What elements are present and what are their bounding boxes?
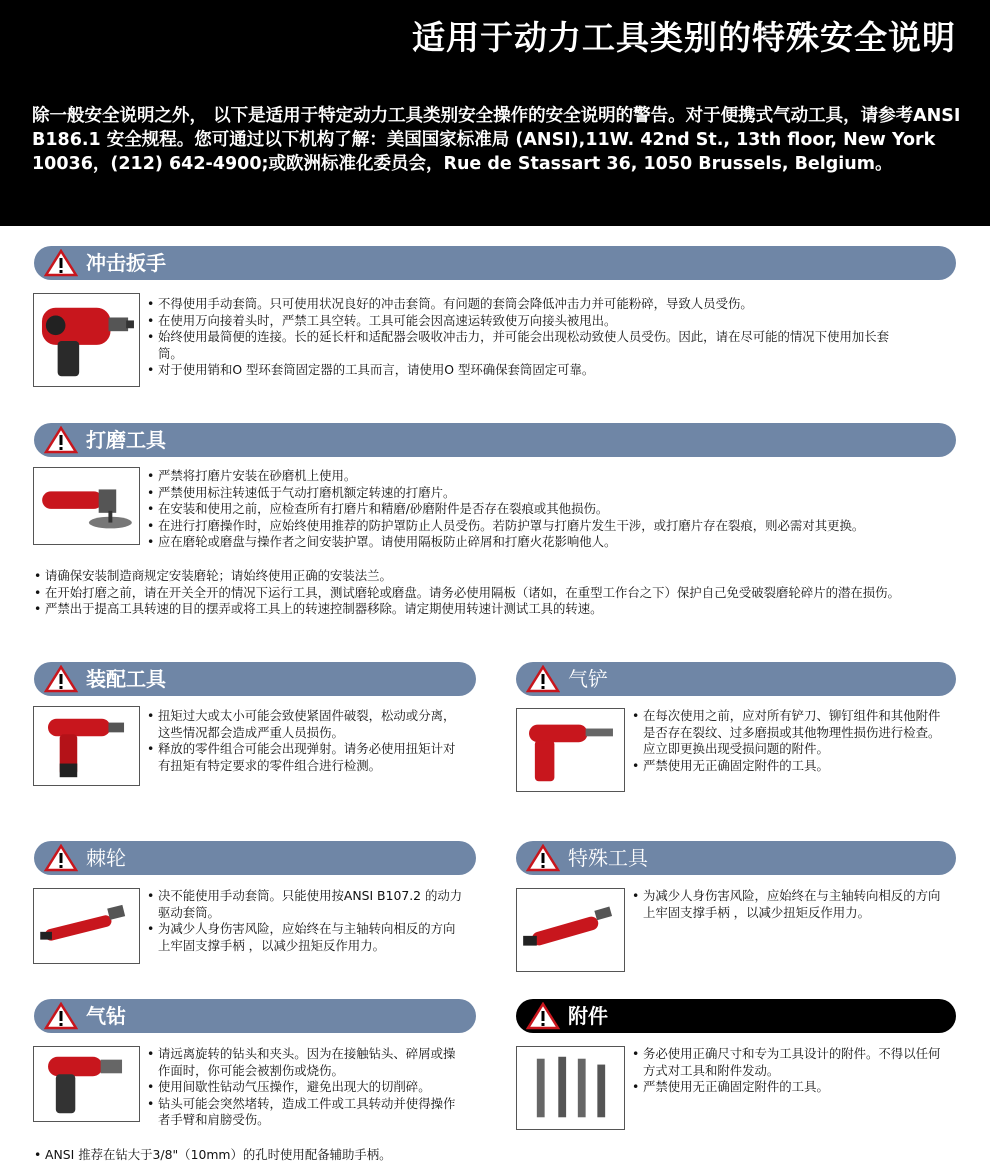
page-header [0, 0, 990, 226]
warning-triangle-icon [526, 844, 560, 872]
ratchet-list [147, 888, 467, 954]
assembly-list [147, 708, 467, 774]
list-item: • 释放的零件组合可能会出现弹射。请务必使用扭矩计对有扭矩有特定要求的零件组合进行检测。 [147, 741, 467, 774]
accessories-list [632, 1046, 952, 1096]
list-item: • 在使用万向接着头时，严禁工具空转。工具可能会因高速运转致使万向接头被甩出。 [147, 313, 907, 330]
section-heading: 冲击扳手 [86, 251, 166, 275]
list-item: • 钻头可能会突然堵转，造成工件或工具转动并使得操作者手臂和肩膀受伤。 [147, 1096, 467, 1129]
list-item: • 在每次使用之前，应对所有铲刀、铆钉组件和其他附件是否存在裂纹、过多磨损或其他物理性损伤进行检查。应立即更换出现受损问题的附件。 [632, 708, 952, 758]
drill-list [147, 1046, 467, 1129]
list-item: • 始终使用最简便的连接。长的延长杆和适配器会吸收冲击力，并可能会出现松动致使人员受伤。因此，请在尽可能的情况下使用加长套筒。 [147, 329, 907, 362]
assembly-tool-photo [33, 706, 140, 786]
list-item: • 在安装和使用之前，应检查所有打磨片和精磨/砂磨附件是否存在裂痕或其他损伤。 [147, 501, 947, 518]
section-bar-drill [34, 999, 476, 1033]
list-item: • 对于使用销和O 型环套筒固定器的工具而言，请使用O 型环确保套筒固定可靠。 [147, 362, 907, 379]
list-item: • 严禁将打磨片安装在砂磨机上使用。 [147, 468, 947, 485]
section-heading: 气钻 [86, 1004, 126, 1028]
list-item: • 严禁出于提高工具转速的目的摆弄或将工具上的转速控制器移除。请定期使用转速计测试工具的转速。 [34, 601, 934, 618]
section-bar-special [516, 841, 956, 875]
intro-text: 除一般安全说明之外， 以下是适用于特定动力工具类别安全操作的安全说明的警告。对于便携式气动工具，请参考ANSI B186.1 安全规程。您可通过以下机构了解：美国国家标准局 (ANSI),11W. 42nd St., 13th floor, New York 10036，(212) 642-4900;或欧洲标准化委员会，Rue de Stassart 36, 1050 Brussels, Belgium。 [32, 106, 961, 174]
ratchet-photo [33, 888, 140, 964]
chipper-photo [516, 708, 625, 792]
drill-photo [33, 1046, 140, 1122]
chisel-accessories-photo [516, 1046, 625, 1130]
grinding-extra-list [34, 568, 934, 618]
chipper-list [632, 708, 952, 774]
list-item: • 决不能使用手动套筒。只能使用按ANSI B107.2 的动力驱动套筒。 [147, 888, 467, 921]
section-bar-ratchet [34, 841, 476, 875]
list-item: • 不得使用手动套筒。只可使用状况良好的冲击套筒。有问题的套筒会降低冲击力并可能粉碎，导致人员受伤。 [147, 296, 907, 313]
page-title: 适用于动力工具类别的特殊安全说明 [412, 18, 956, 57]
impact-wrench-photo [33, 293, 140, 387]
warning-triangle-icon [44, 665, 78, 693]
section-bar-impact [34, 246, 956, 280]
list-item: • 严禁使用无正确固定附件的工具。 [632, 758, 952, 775]
list-item: • 严禁使用标注转速低于气动打磨机额定转速的打磨片。 [147, 485, 947, 502]
section-heading: 棘轮 [86, 846, 126, 870]
warning-triangle-icon [44, 844, 78, 872]
section-heading: 打磨工具 [86, 428, 166, 452]
list-item: • ANSI 推荐在钻大于3/8"（10mm）的孔时使用配备辅助手柄。 [34, 1147, 634, 1164]
list-item: • 务必使用正确尺寸和专为工具设计的附件。不得以任何方式对工具和附件发动。 [632, 1046, 952, 1079]
warning-triangle-icon [526, 665, 560, 693]
list-item: • 使用间歇性钻动气压操作，避免出现大的切削碎。 [147, 1079, 467, 1096]
list-item: • 请确保安装制造商规定安装磨轮；请始终使用正确的安装法兰。 [34, 568, 934, 585]
warning-triangle-icon [44, 426, 78, 454]
section-bar-chipper [516, 662, 956, 696]
drill-extra-list [34, 1147, 634, 1164]
section-heading: 气铲 [568, 667, 608, 691]
grinder-photo [33, 467, 140, 545]
section-heading: 装配工具 [86, 667, 166, 691]
warning-triangle-icon [526, 1002, 560, 1030]
warning-triangle-icon [44, 249, 78, 277]
list-item: • 为减少人身伤害风险，应始终在与主轴转向相反的方向上牢固支撑手柄 ，以减少扭矩反作用力。 [147, 921, 467, 954]
list-item: • 请远离旋转的钻头和夹头。因为在接触钻头、碎屑或操作面时，你可能会被割伤或烧伤。 [147, 1046, 467, 1079]
section-bar-grinding [34, 423, 956, 457]
list-item: • 在进行打磨操作时，应始终使用推荐的防护罩防止人员受伤。若防护罩与打磨片发生干涉，或打磨片存在裂痕，则必需对其更换。 [147, 518, 947, 535]
special-tool-photo [516, 888, 625, 972]
section-bar-accessories [516, 999, 956, 1033]
impact-list [147, 296, 907, 379]
list-item: • 在开始打磨之前，请在开关全开的情况下运行工具，测试磨轮或磨盘。请务必使用隔板（诸如，在重型工作台之下）保护自己免受破裂磨轮碎片的潜在损伤。 [34, 585, 934, 602]
grinding-list [147, 468, 947, 551]
warning-triangle-icon [44, 1002, 78, 1030]
special-list [632, 888, 952, 921]
section-heading: 特殊工具 [568, 846, 648, 870]
list-item: • 扭矩过大或太小可能会致使紧固件破裂，松动或分离，这些情况都会造成严重人员损伤。 [147, 708, 467, 741]
section-bar-assembly [34, 662, 476, 696]
section-heading: 附件 [568, 1004, 608, 1028]
list-item: • 严禁使用无正确固定附件的工具。 [632, 1079, 952, 1096]
list-item: • 为减少人身伤害风险，应始终在与主轴转向相反的方向上牢固支撑手柄 ，以减少扭矩反作用力。 [632, 888, 952, 921]
list-item: • 应在磨轮或磨盘与操作者之间安装护罩。请使用隔板防止碎屑和打磨火花影响他人。 [147, 534, 947, 551]
